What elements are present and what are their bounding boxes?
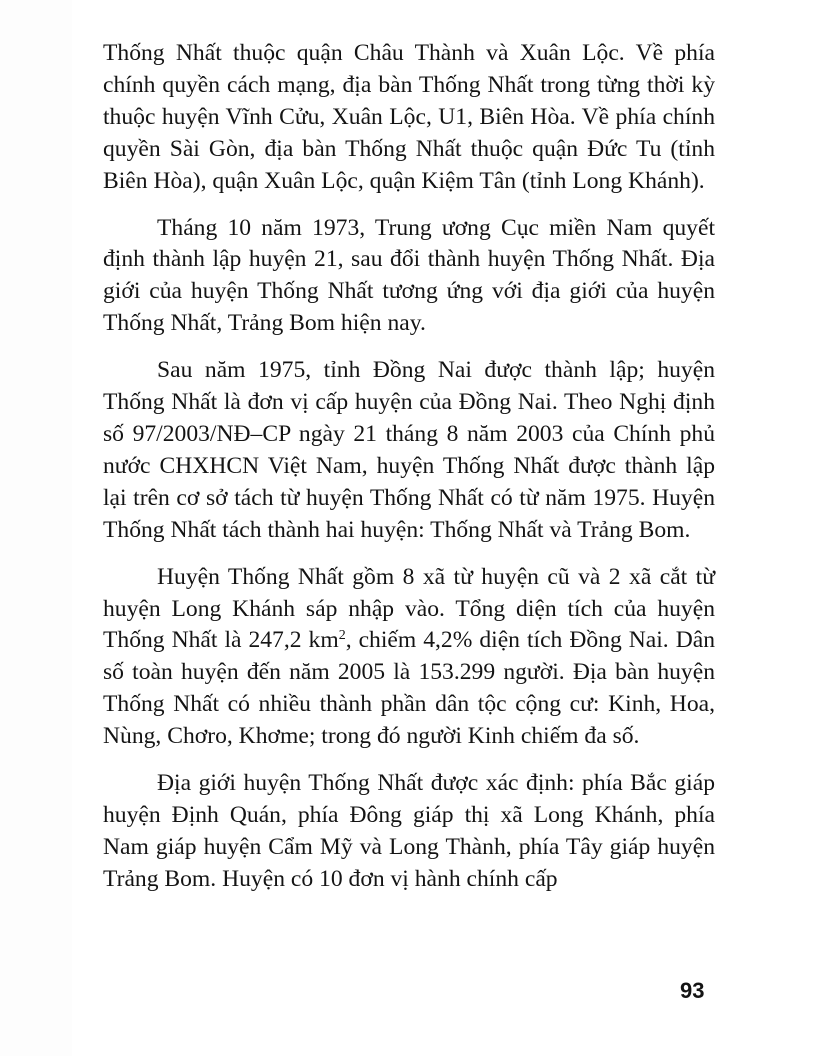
document-body [103,38,715,911]
paragraph-1975: Sau năm 1975, tỉnh Đồng Nai được thành lập; huyện Thống Nhất là đơn vị cấp huyện của Đồng Nai. Theo Nghị định số 97/2003/NĐ–CP ngày 21 tháng 8 năm 2003 của Chính phủ nước CHXHCN Việt Nam, huyện Thống Nhất được thành lập lại trên cơ sở tách từ huyện Thống Nhất có từ năm 1975. Huyện Thống Nhất tách thành hai huyện: Thống Nhất và Trảng Bom. [103,357,715,543]
paragraph-continuation: Thống Nhất thuộc quận Châu Thành và Xuân Lộc. Về phía chính quyền cách mạng, địa bàn Thống Nhất trong từng thời kỳ thuộc huyện Vĩnh Cửu, Xuân Lộc, U1, Biên Hòa. Về phía chính quyền Sài Gòn, địa bàn Thống Nhất thuộc quận Đức Tu (tỉnh Biên Hòa), quận Xuân Lộc, quận Kiệm Tân (tỉnh Long Khánh). [103,40,715,194]
paragraph-text-part: Huyện Thống Nhất gồm 8 xã từ huyện cũ và 2 xã cắt từ huyện Long Khánh sáp nhập vào. Tổng diện tích của huyện Thống Nhất là 247,2 km [103,563,715,654]
page-margin-shade [0,0,72,1056]
superscript-unit: 2 [338,628,346,644]
paragraph-1973: Tháng 10 năm 1973, Trung ương Cục miền Nam quyết định thành lập huyện 21, sau đổi thành huyện Thống Nhất. Địa giới của huyện Thống Nhất tương ứng với địa giới của huyện Thống Nhất, Trảng Bom hiện nay. [103,214,715,337]
paragraph-area-population [103,562,715,753]
page-number: 93 [680,978,705,1003]
paragraph-text-part: , chiếm 4,2% diện tích Đồng Nai. Dân số toàn huyện đến năm 2005 là 153.299 người. Địa bàn huyện Thống Nhất có nhiều thành phần dân tộc cộng cư: Kinh, Hoa, Nùng, Chơro, Khơme; trong đó người Kinh chiếm đa số. [103,627,715,750]
paragraph-boundaries: Địa giới huyện Thống Nhất được xác định: phía Bắc giáp huyện Định Quán, phía Đông giáp thị xã Long Khánh, phía Nam giáp huyện Cẩm Mỹ và Long Thành, phía Tây giáp huyện Trảng Bom. Huyện có 10 đơn vị hành chính cấp [103,770,715,892]
